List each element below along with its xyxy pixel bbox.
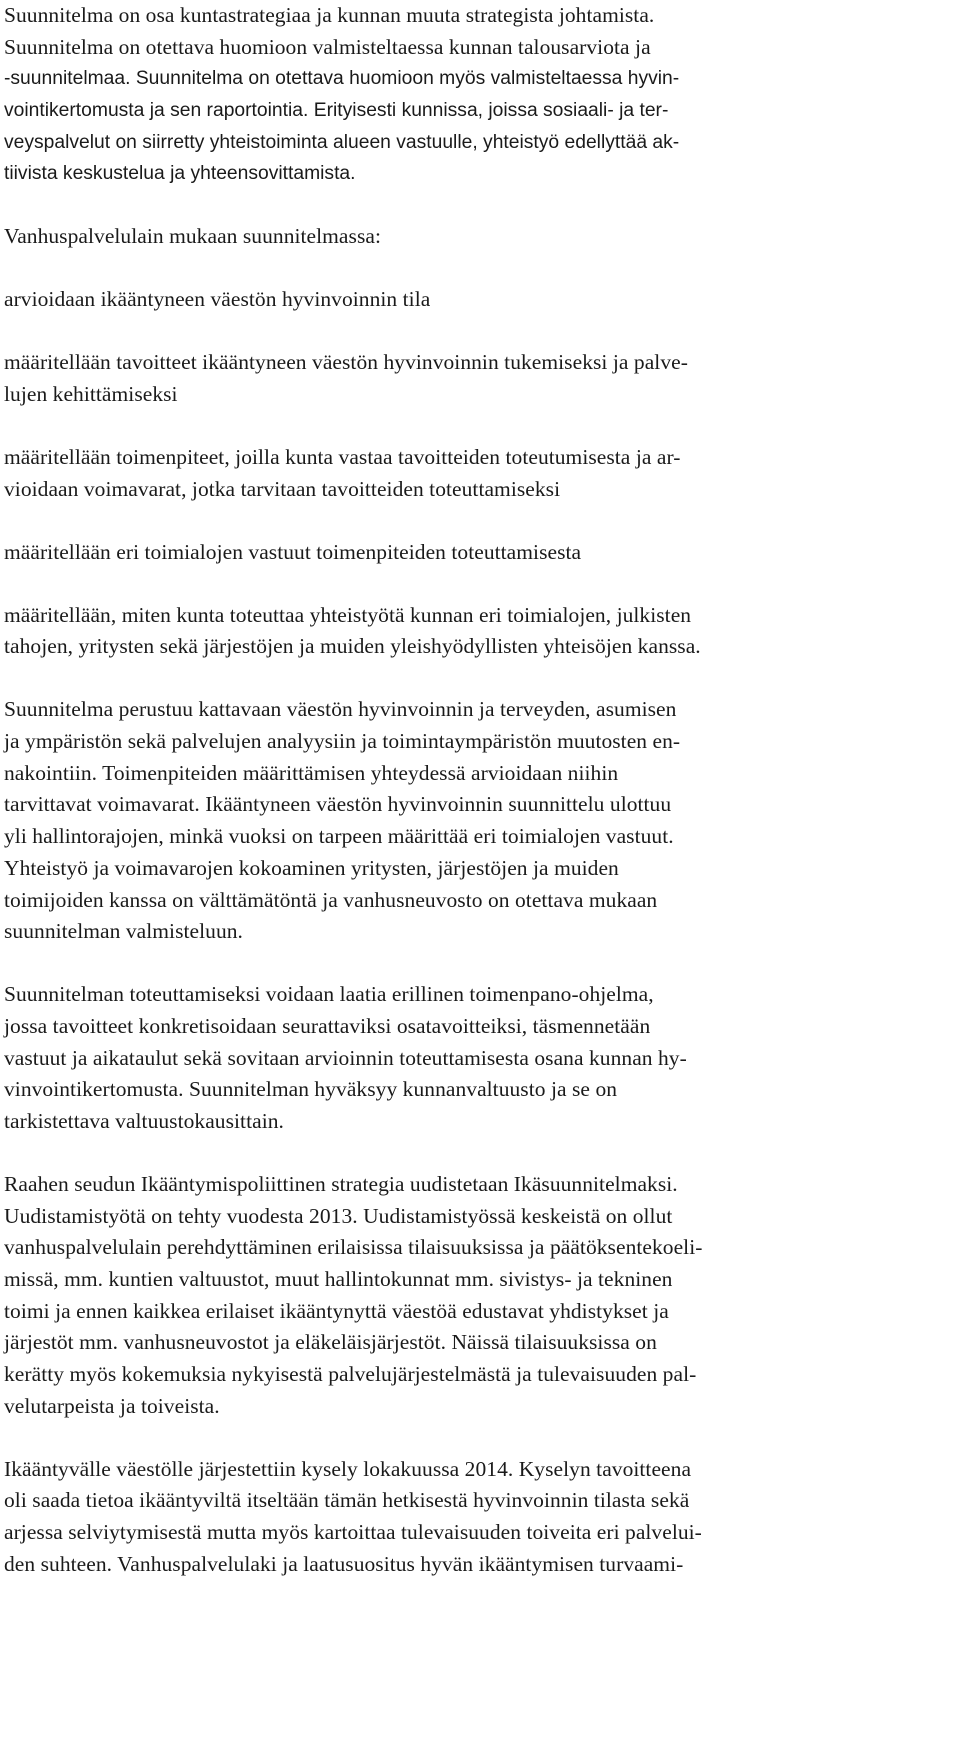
paragraph-line: vastuut ja aikataulut sekä sovitaan arvioinnin toteuttamisesta osana kunnan hy- [4,1045,687,1070]
paragraph-line: den suhteen. Vanhuspalvelulaki ja laatusuositus hyvän ikääntymisen turvaami- [4,1551,684,1576]
paragraph-line: jossa tavoitteet konkretisoidaan seurattaviksi osatavoitteiksi, täsmennetään [4,1013,651,1038]
law-requirement-item [4,442,954,505]
paragraph-line: -suunnitelmaa. Suunnitelma on otettava huomioon myös valmisteltaessa hyvin- [4,68,680,90]
paragraph-line: veyspalvelut on siirretty yhteistoiminta alueen vastuulle, yhteistyö edellyttää ak- [4,131,680,153]
paragraph-line: suunnitelman valmisteluun. [4,919,243,944]
paragraph-spacer [4,568,954,599]
paragraph-spacer [4,663,954,694]
paragraph-line: Suunnitelma on osa kuntastrategiaa ja kunnan muuta strategista johtamista. [4,3,655,27]
paragraph-spacer [4,505,954,536]
paragraph-line: Suunnitelma perustuu kattavaan väestön hyvinvoinnin ja terveyden, asumisen [4,697,677,722]
document-page [4,0,954,1580]
paragraph-line: Suunnitelman toteuttamiseksi voidaan laatia erillinen toimenpano-ohjelma, [4,982,654,1007]
document-body [4,0,954,1580]
paragraph-line: määritellään tavoitteet ikääntyneen väestön hyvinvoinnin tukemiseksi ja palve- [4,350,688,375]
intro-paragraph [4,0,954,190]
paragraph-line: lujen kehittämiseksi [4,382,178,407]
paragraph-line: missä, mm. kuntien valtuustot, muut hallintokunnat mm. sivistys- ja tekninen [4,1266,673,1291]
paragraph-line: oli saada tietoa ikääntyviltä itseltään tämän hetkisestä hyvinvoinnin tilasta sekä [4,1488,690,1513]
paragraph-line: tahojen, yritysten sekä järjestöjen ja muiden yleishyödyllisten yhteisöjen kanssa. [4,634,701,659]
law-requirement-item [4,347,954,410]
paragraph-line: vioidaan voimavarat, jotka tarvitaan tavoitteiden toteuttamiseksi [4,476,561,501]
paragraph-line: toimijoiden kanssa on välttämätöntä ja vanhusneuvosto on otettava mukaan [4,887,658,912]
law-requirements-heading [4,221,954,253]
paragraph-line: vinvointikertomusta. Suunnitelman hyväksyy kunnanvaltuusto ja se on [4,1077,618,1102]
paragraph-spacer [4,948,954,979]
law-requirement-item [4,537,954,569]
paragraph-line: Ikääntyvälle väestölle järjestettiin kysely lokakuussa 2014. Kyselyn tavoitteena [4,1456,692,1481]
body-paragraph [4,694,954,948]
paragraph-line: vointikertomusta ja sen raportointia. Erityisesti kunnissa, joissa sosiaali- ja ter- [4,100,669,122]
body-paragraph [4,1454,954,1581]
paragraph-line: määritellään eri toimialojen vastuut toimenpiteiden toteuttamisesta [4,539,582,564]
paragraph-line: määritellään, miten kunta toteuttaa yhteistyötä kunnan eri toimialojen, julkisten [4,602,692,627]
paragraph-line: velutarpeista ja toiveista. [4,1393,220,1418]
paragraph-line: toimi ja ennen kaikkea erilaiset ikääntynyttä väestöä edustavat yhdistykset ja [4,1298,669,1323]
law-requirement-item [4,600,954,663]
paragraph-line: tiivista keskustelua ja yhteensovittamista. [4,163,356,185]
paragraph-line: Raahen seudun Ikääntymispoliittinen strategia uudistetaan Ikäsuunnitelmaksi. [4,1171,678,1196]
paragraph-spacer [4,190,954,221]
body-paragraph [4,979,954,1137]
paragraph-line: järjestöt mm. vanhusneuvostot ja eläkeläisjärjestöt. Näissä tilaisuuksissa on [4,1330,657,1355]
paragraph-line: yli hallintorajojen, minkä vuoksi on tarpeen määrittää eri toimialojen vastuut. [4,824,674,849]
paragraph-spacer [4,253,954,284]
section-heading: Vanhuspalvelulain mukaan suunnitelmassa: [4,224,381,249]
paragraph-line: ja ympäristön sekä palvelujen analyysiin ja toimintaympäristön muutosten en- [4,729,681,754]
body-paragraph [4,1169,954,1423]
paragraph-line: kerätty myös kokemuksia nykyisestä palvelujärjestelmästä ja tulevaisuuden pal- [4,1362,697,1387]
paragraph-spacer [4,411,954,442]
paragraph-line: arjessa selviytymisestä mutta myös kartoittaa tulevaisuuden toiveita eri palvelui- [4,1520,702,1545]
paragraph-spacer [4,1138,954,1169]
paragraph-line: arvioidaan ikääntyneen väestön hyvinvoinnin tila [4,287,431,312]
paragraph-line: Suunnitelma on otettava huomioon valmisteltaessa kunnan talousarviota ja [4,34,651,59]
paragraph-line: Yhteistyö ja voimavarojen kokoaminen yritysten, järjestöjen ja muiden [4,855,619,880]
paragraph-line: tarkistettava valtuustokausittain. [4,1108,284,1133]
paragraph-line: tarvittavat voimavarat. Ikääntyneen väestön hyvinvoinnin suunnittelu ulottuu [4,792,672,817]
paragraph-line: määritellään toimenpiteet, joilla kunta vastaa tavoitteiden toteutumisesta ja ar- [4,445,681,470]
paragraph-spacer [4,316,954,347]
paragraph-spacer [4,1422,954,1453]
paragraph-line: Uudistamistyötä on tehty vuodesta 2013. Uudistamistyössä keskeistä on ollut [4,1203,673,1228]
paragraph-line: vanhuspalvelulain perehdyttäminen erilaisissa tilaisuuksissa ja päätöksentekoeli- [4,1235,703,1260]
paragraph-line: nakointiin. Toimenpiteiden määrittämisen yhteydessä arvioidaan niihin [4,760,619,785]
law-requirement-item [4,284,954,316]
